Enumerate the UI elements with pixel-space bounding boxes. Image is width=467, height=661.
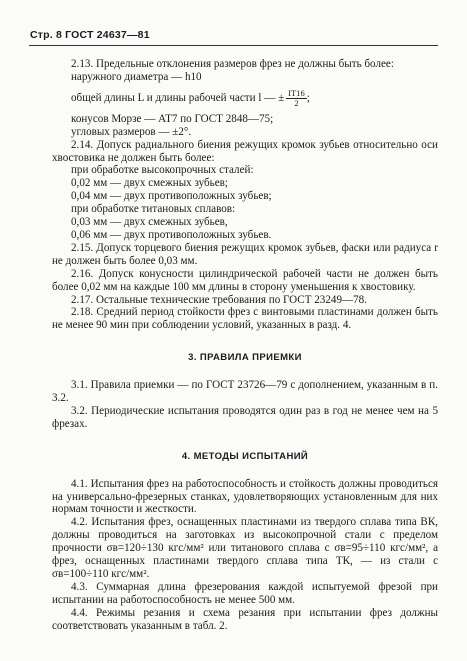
clause-2-15: 2.15. Допуск торцевого биения режущих кромок зубьев, фаски или радиуса r не должен быть более 0,03 мм. [52,241,438,267]
document-body [52,58,438,633]
section-4-heading: 4. МЕТОДЫ ИСПЫТАНИЙ [181,450,309,462]
tolerance-prefix: общей длины L и длины рабочей части l — ± [71,91,285,104]
clause-4-1: 4.1. Испытания фрез на работоспособность и стойкость должны проводиться на универсально-фрезерных станках, удовлетворяющих установленным для них нормам точности и жесткости. [52,477,438,516]
tolerance-suffix: ; [306,91,310,104]
clause-3-1: 3.1. Правила приемки — по ГОСТ 23726—79 с дополнением, указанным в п. 3.2. [52,379,438,405]
clause-4-4: 4.4. Режимы резания и схема резания при испытании фрез должны соответствовать указанным в табл. 2. [52,606,438,632]
clause-2-13-line-1: наружного диаметра — h10 [71,70,202,83]
clause-2-13-line-3: конусов Морзе — АТ7 по ГОСТ 2848—75; [71,112,274,125]
clause-2-14-line-5: 0,03 мм — двух смежных зубьев, [71,216,228,229]
clause-2-13-line-2 [52,84,438,113]
clause-2-18: 2.18. Средний период стойкости фрез с винтовыми пластинами должен быть не менее 90 мин при соблюдении условий, указанных в разд. 4. [52,306,438,332]
clause-2-13-title: 2.13. Предельные отклонения размеров фрез не должны быть более: [71,58,394,70]
clause-2-14-title: 2.14. Допуск радиального биения режущих кромок зубьев относительно оси хвостовика не должен быть более: [52,138,438,164]
clause-2-14-line-4: при обработке титановых сплавов: [71,203,236,216]
clause-2-13-line-4: угловых размеров — ±2°. [71,125,192,138]
fraction-denominator: 2 [294,97,299,108]
section-3-heading: 3. ПРАВИЛА ПРИЕМКИ [188,352,302,364]
page-header: Стр. 8 ГОСТ 24637—81 [30,29,150,41]
tolerance-fraction [286,89,307,108]
clause-2-16: 2.16. Допуск конусности цилиндрической рабочей части не должен быть более 0,02 мм на каждые 100 мм длины в сторону уменьшения к хвостовику. [52,267,438,293]
clause-3-2: 3.2. Периодические испытания проводятся один раз в год не менее чем на 5 фрезах. [52,404,438,430]
header-rule [29,45,438,46]
clause-2-17: 2.17. Остальные технические требования по ГОСТ 23249—78. [71,293,367,306]
fraction-numerator: IT16 [288,87,305,98]
clause-2-14-line-6: 0,06 мм — двух противоположных зубьев. [71,228,272,241]
clause-4-3: 4.3. Суммарная длина фрезерования каждой испытуемой фрезой при испытании на работоспособность не менее 500 мм. [52,580,438,606]
clause-4-2: 4.2. Испытания фрез, оснащенных пластинами из твердого сплава типа ВК, должны проводиться на заготовках из высокопрочной стали с пределом прочности σв=120÷130 кгс/мм² или титанового сплава с σв=95÷110 кгс/мм², а фрез, оснащенных пластинами твердого сплава типа ТК, — из стали с σв=100÷110 кгс/мм². [52,516,438,580]
clause-2-14-line-3: 0,04 мм — двух противоположных зубьев; [71,190,272,203]
clause-2-14-line-1: при обработке высокопрочных сталей: [71,164,254,177]
clause-2-14-line-2: 0,02 мм — двух смежных зубьев; [71,177,228,190]
